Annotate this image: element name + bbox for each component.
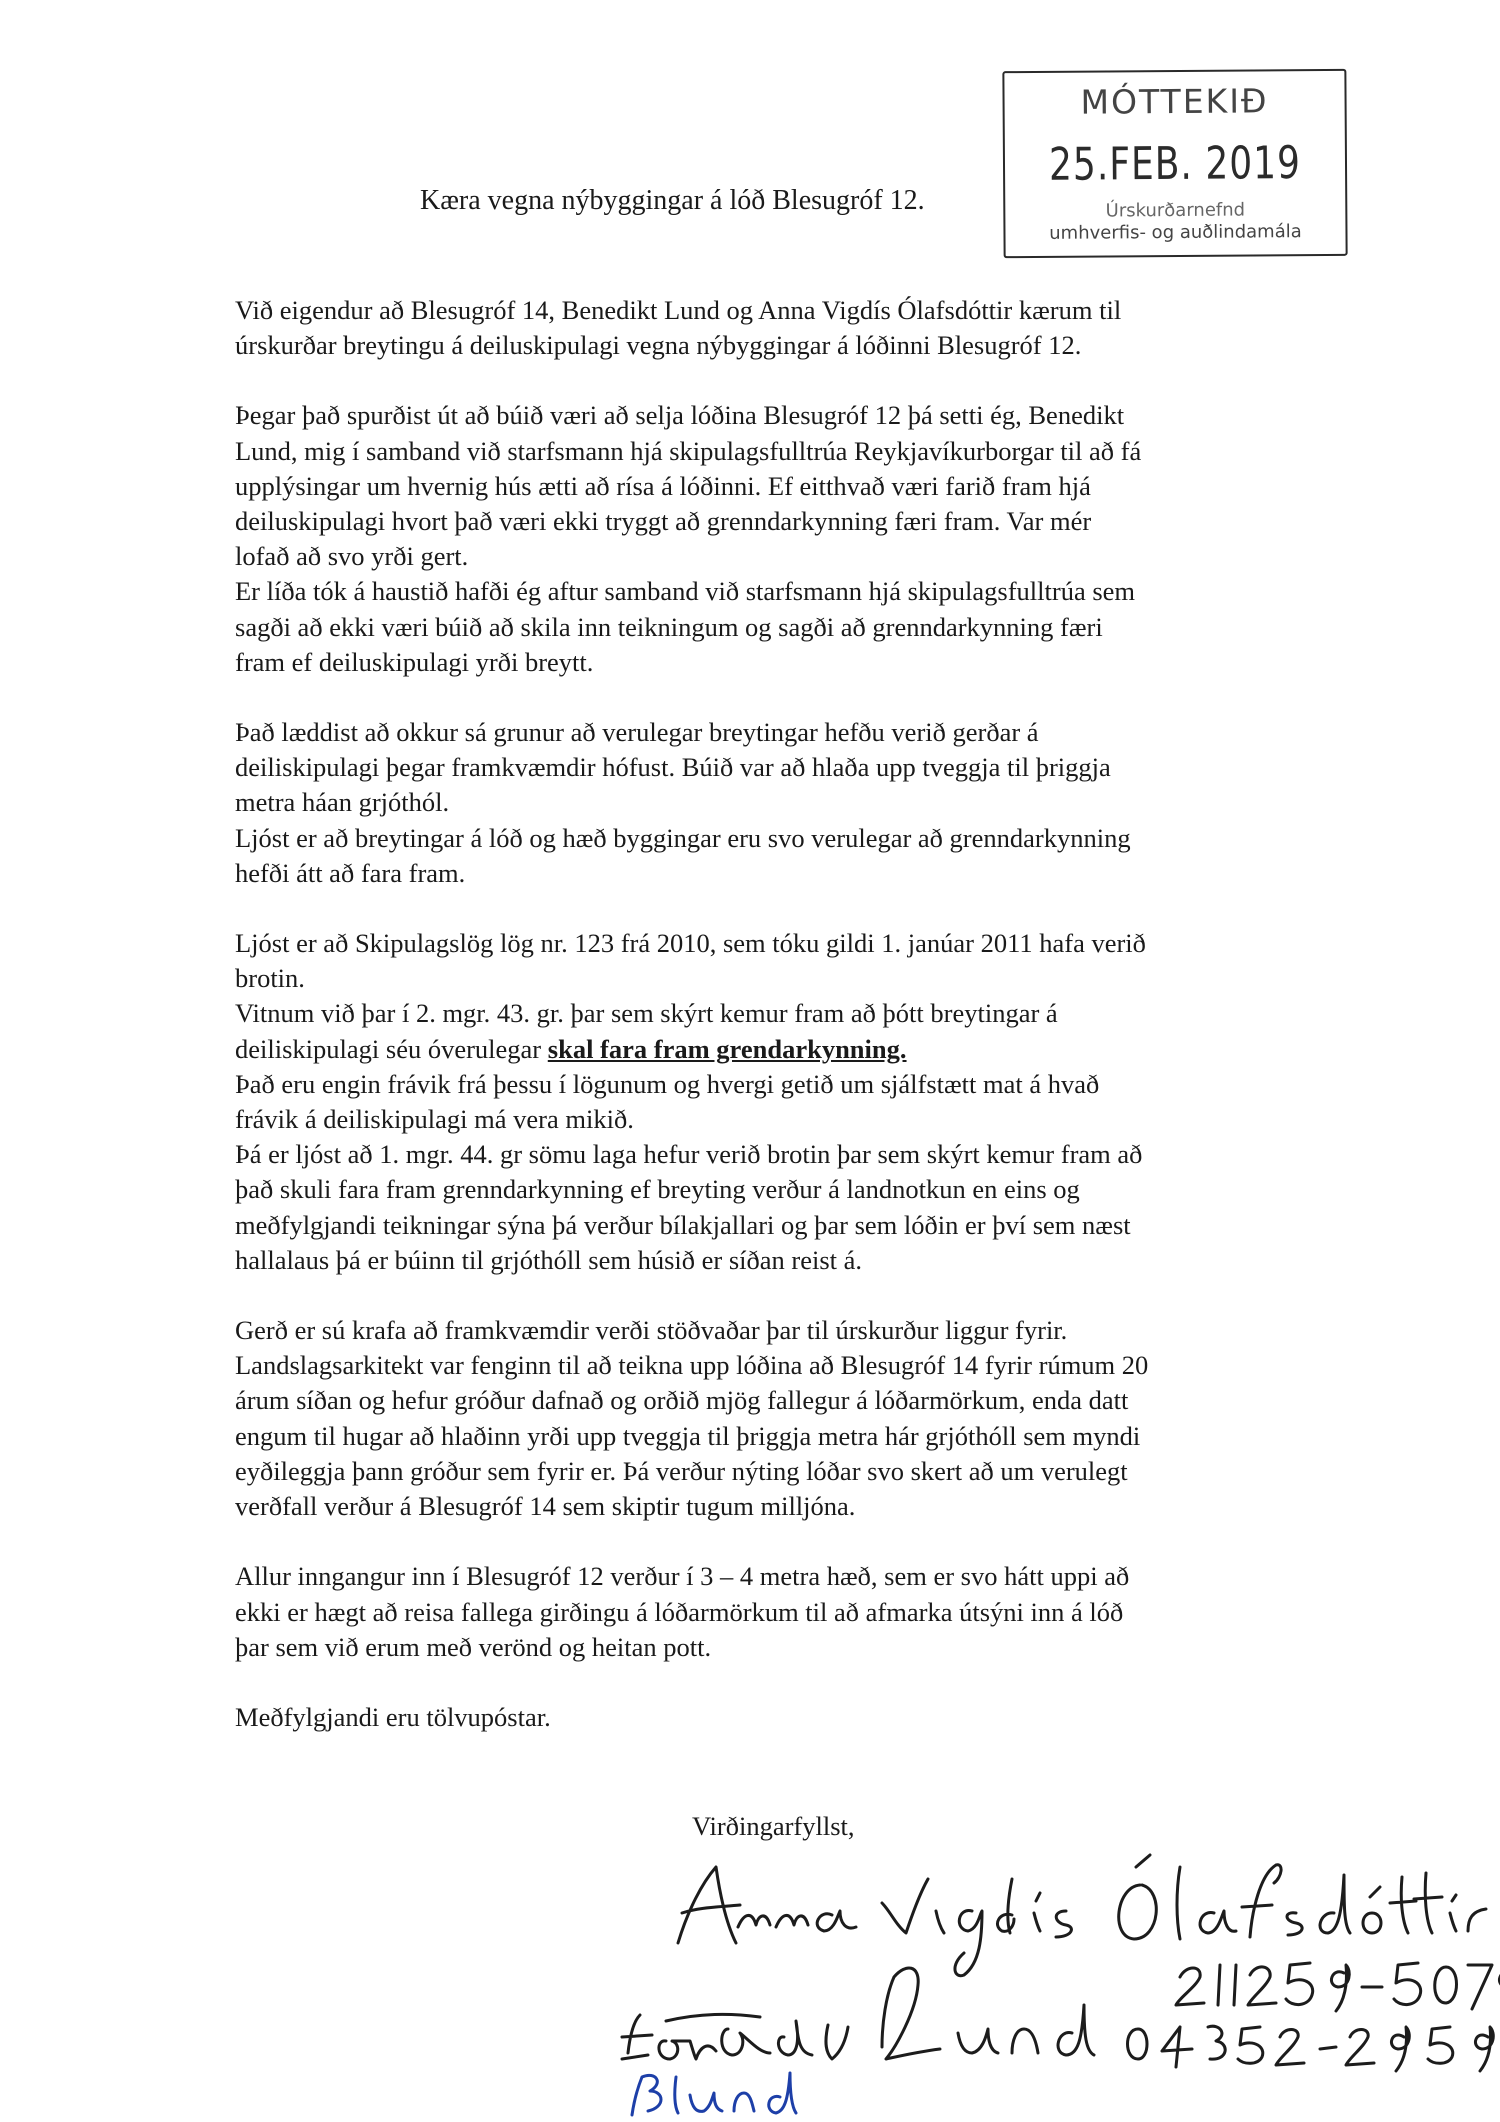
stamp-line1: Úrskurðarnefnd — [1105, 199, 1246, 222]
text-line: Ljóst er að breytingar á lóð og hæð byggingar eru svo verulegar að grenndarkynning — [235, 822, 1131, 853]
text-line: Vitnum við þar í 2. mgr. 43. gr. þar sem skýrt kemur fram að þótt breytingar á — [235, 998, 1058, 1029]
text-line: verðfall verður á Blesugróf 14 sem skiptir tugum milljóna. — [235, 1491, 856, 1522]
text-line: engum til hugar að hlaðinn yrði upp tveggja til þriggja metra hár grjóthóll sem myndi — [235, 1420, 1141, 1451]
text-line: eyðileggja þann gróður sem fyrir er. Þá verður nýting lóðar svo skert að um verulegt — [235, 1455, 1128, 1486]
text-line: árum síðan og hefur gróður dafnað og orðið mjög fallegur á lóðarmörkum, enda datt — [235, 1385, 1129, 1416]
text-line: upplýsingar um hvernig hús ætti að rísa á lóðinni. Ef eitthvað væri farið fram hjá — [235, 470, 1091, 501]
text-line: Lund, mig í samband við starfsmann hjá skipulagsfulltrúa Reykjavíkurborgar til að fá — [235, 435, 1142, 466]
text-line: hefði átt að fara fram. — [235, 857, 466, 888]
text-line: deiluskipulagi hvort það væri ekki tryggt að grenndarkynning færi fram. Var mér — [235, 506, 1092, 537]
closing-salutation: Virðingarfyllst, — [692, 1811, 855, 1841]
text-line: meðfylgjandi teikningar sýna þá verður bílakjallari og þar sem lóðin er því sem næst — [235, 1209, 1131, 1240]
text-line: fram ef deiluskipulagi yrði breytt. — [235, 646, 594, 677]
emphasis-prefix: deiliskipulagi séu óverulegar — [235, 1033, 548, 1064]
text-line: Það eru engin frávik frá þessu í lögunum og hvergi getið um sjálfstætt mat á hvað — [235, 1068, 1100, 1099]
text-line-with-emphasis — [235, 1032, 1375, 1067]
paragraph-6 — [235, 1559, 1375, 1665]
received-stamp — [1002, 69, 1347, 258]
paragraph-4 — [235, 926, 1375, 1278]
emphasized-demand: skal fara fram grendarkynning. — [547, 1033, 907, 1064]
paragraph-3 — [235, 715, 1375, 891]
paragraph-2 — [235, 398, 1375, 680]
handwritten-signatures — [620, 1815, 1500, 2122]
text-line: þar sem við erum með verönd og heitan pott. — [235, 1631, 712, 1662]
stamp-title: MÓTTEKIÐ — [1080, 81, 1269, 122]
paragraph-5 — [235, 1313, 1375, 1524]
text-line: Við eigendur að Blesugróf 14, Benedikt Lund og Anna Vigdís Ólafsdóttir kærum til — [235, 295, 1122, 325]
text-line: Gerð er sú krafa að framkvæmdir verði stöðvaðar þar til úrskurður liggur fyrir. — [235, 1315, 1068, 1346]
text-line: deiliskipulagi þegar framkvæmdir hófust. Búið var að hlaða upp tveggja til þriggja — [235, 752, 1111, 783]
text-line: Landslagsarkitekt var fenginn til að teikna upp lóðina að Blesugróf 14 fyrir rúmum 20 — [235, 1350, 1149, 1381]
text-line: úrskurðar breytingu á deiluskipulagi vegna nýbyggingar á lóðinni Blesugróf 12. — [235, 330, 1082, 361]
text-line: lofað að svo yrði gert. — [235, 541, 469, 572]
text-line: Er líða tók á haustið hafði ég aftur samband við starfsmann hjá skipulagsfulltrúa sem — [235, 576, 1136, 607]
stamp-line2: umhverfis- og auðlindamála — [1049, 221, 1302, 244]
document-body — [235, 293, 1375, 1770]
text-line: brotin. — [235, 963, 305, 994]
paragraph-7 — [235, 1700, 1375, 1735]
text-line: Þegar það spurðist út að búið væri að selja lóðina Blesugróf 12 þá setti ég, Benedikt — [235, 400, 1125, 431]
text-line: ekki er hægt að reisa fallega girðingu á lóðarmörkum til að afmarka útsýni inn á lóð — [235, 1596, 1124, 1627]
text-line: hallalaus þá er búinn til grjóthóll sem húsið er síðan reist á. — [235, 1244, 863, 1275]
text-line: Þá er ljóst að 1. mgr. 44. gr sömu laga hefur verið brotin þar sem skýrt kemur fram að — [235, 1139, 1143, 1170]
text-line: metra háan grjóthól. — [235, 787, 450, 818]
text-line: það skuli fara fram grenndarkynning ef breyting verður á landnotkun en eins og — [235, 1174, 1080, 1205]
document-title: Kæra vegna nýbyggingar á lóð Blesugróf 12. — [420, 185, 925, 216]
paragraph-1 — [235, 293, 1375, 363]
text-line: Allur inngangur inn í Blesugróf 12 verður í 3 – 4 metra hæð, sem er svo hátt uppi að — [235, 1561, 1130, 1592]
text-line: Ljóst er að Skipulagslög lög nr. 123 frá 2010, sem tóku gildi 1. janúar 2011 hafa verið — [235, 928, 1146, 959]
text-line: frávik á deiliskipulagi má vera mikið. — [235, 1104, 634, 1135]
text-line: Meðfylgjandi eru tölvupóstar. — [235, 1701, 551, 1732]
text-line: sagði að ekki væri búið að skila inn teikningum og sagði að grenndarkynning færi — [235, 611, 1103, 642]
text-line: Það læddist að okkur sá grunur að verulegar breytingar hefðu verið gerðar á — [235, 717, 1039, 748]
stamp-date: 25.FEB. 2019 — [1048, 137, 1302, 192]
